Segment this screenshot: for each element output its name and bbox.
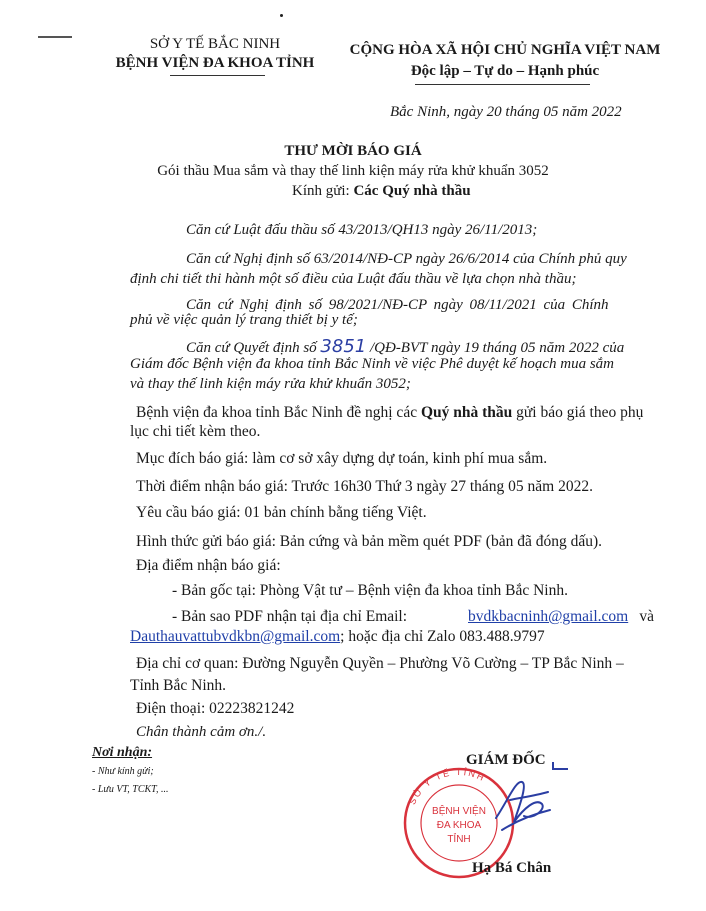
decision-line-2: Giám đốc Bệnh viện đa khoa tỉnh Bắc Ninh về việc Phê duyệt kế hoạch mua sắm	[130, 356, 615, 372]
phone: Điện thoại: 02223821242	[136, 700, 295, 717]
copy-prefix: - Bản sao PDF nhận tại địa chỉ Email:	[172, 608, 408, 625]
address-line-1: Địa chỉ cơ quan: Đường Nguyễn Quyền – Phường Võ Cường – TP Bắc Ninh –	[136, 655, 624, 672]
copy-and: và	[639, 608, 654, 625]
greeting-label: Kính gửi:	[292, 183, 350, 199]
request-bold: Quý nhà thầu	[420, 404, 513, 421]
stamp-line-2: ĐA KHOA	[436, 820, 482, 831]
copy-location-line-1	[172, 608, 654, 626]
stamp-line-3: TỈNH	[447, 834, 471, 845]
date-line: Bắc Ninh, ngày 20 tháng 05 năm 2022	[390, 104, 622, 120]
original-location: - Bản gốc tại: Phòng Vật tư – Bệnh viện đa khoa tỉnh Bắc Ninh.	[172, 582, 568, 599]
decision-line-1	[186, 336, 624, 357]
hospital-name: BỆNH VIỆN ĐA KHOA TỈNH	[115, 55, 315, 71]
handwritten-signature	[488, 770, 558, 840]
request-line-2: lục chi tiết kèm theo.	[130, 423, 261, 440]
zalo-text: ; hoặc địa chỉ Zalo 083.488.9797	[340, 628, 545, 645]
stamp-line-1: BỆNH VIỆN	[432, 806, 486, 817]
document-subtitle: Gói thầu Mua sắm và thay thế linh kiện máy rửa khử khuẩn 3052	[157, 163, 549, 179]
purpose: Mục đích báo giá: làm cơ sở xây dựng dự toán, kinh phí mua sắm.	[136, 450, 548, 467]
deadline: Thời điểm nhận báo giá: Trước 16h30 Thứ 3 ngày 27 tháng 05 năm 2022.	[136, 478, 593, 495]
legal-basis-1: Căn cứ Luật đấu thầu số 43/2013/QH13 ngày 26/11/2013;	[186, 222, 538, 238]
method: Hình thức gửi báo giá: Bản cứng và bản mềm quét PDF (bản đã đóng dấu).	[136, 533, 602, 550]
department-name: SỞ Y TẾ BẮC NINH	[149, 36, 281, 52]
location-label: Địa điểm nhận báo giá:	[136, 557, 281, 574]
request-suffix: gửi báo giá theo phụ	[516, 404, 644, 421]
top-dot	[280, 14, 283, 17]
document-title: THƯ MỜI BÁO GIÁ	[284, 143, 422, 159]
legal-basis-2a: Căn cứ Nghị định số 63/2014/NĐ-CP ngày 26/6/2014 của Chính phủ quy	[186, 251, 627, 267]
requirement: Yêu cầu báo giá: 01 bản chính bằng tiếng Việt.	[136, 504, 427, 521]
decision-handwritten-number: 3851	[320, 336, 367, 357]
address-line-2: Tỉnh Bắc Ninh.	[130, 677, 226, 694]
corner-mark	[38, 36, 72, 38]
decision-line-3: và thay thế linh kiện máy rửa khử khuẩn 3052;	[130, 376, 411, 392]
header-left-underline	[170, 75, 265, 76]
stamp-ring-text: SỞ Y TẾ TỈNH	[407, 766, 488, 807]
national-motto: Độc lập – Tự do – Hạnh phúc	[410, 63, 600, 79]
initial-mark	[552, 762, 568, 770]
signer-name: Hạ Bá Chân	[472, 860, 552, 876]
recipient-item-2: - Lưu VT, TCKT, ...	[92, 784, 169, 795]
header-right-underline	[415, 84, 590, 85]
country-name: CỘNG HÒA XÃ HỘI CHỦ NGHĨA VIỆT NAM	[349, 42, 661, 58]
legal-basis-3b: phủ về việc quản lý trang thiết bị y tế;	[130, 312, 358, 328]
signature-title: GIÁM ĐỐC	[466, 752, 546, 768]
request-line-1	[136, 404, 643, 422]
request-prefix: Bệnh viện đa khoa tỉnh Bắc Ninh đề nghị các	[136, 404, 418, 421]
greeting-recipient: Các Quý nhà thầu	[353, 183, 471, 199]
greeting	[292, 183, 471, 200]
closing: Chân thành cảm ơn./.	[136, 724, 267, 740]
legal-basis-2b: định chi tiết thi hành một số điều của Luật đấu thầu về lựa chọn nhà thầu;	[130, 271, 577, 287]
decision-prefix: Căn cứ Quyết định số	[186, 340, 317, 356]
copy-location-line-2	[130, 628, 545, 646]
email-link-2[interactable]: Dauthauvattubvdkbn@gmail.com	[130, 628, 341, 645]
decision-suffix: /QĐ-BVT ngày 19 tháng 05 năm 2022 của	[369, 340, 625, 356]
email-link-1[interactable]: bvdkbacninh@gmail.com	[468, 608, 629, 625]
recipients-label: Nơi nhận:	[92, 745, 153, 760]
recipient-item-1: - Như kính gửi;	[92, 766, 154, 777]
legal-basis-3a: Căn cứ Nghị định số 98/2021/NĐ-CP ngày 08/11/2021 của Chính	[186, 297, 609, 313]
